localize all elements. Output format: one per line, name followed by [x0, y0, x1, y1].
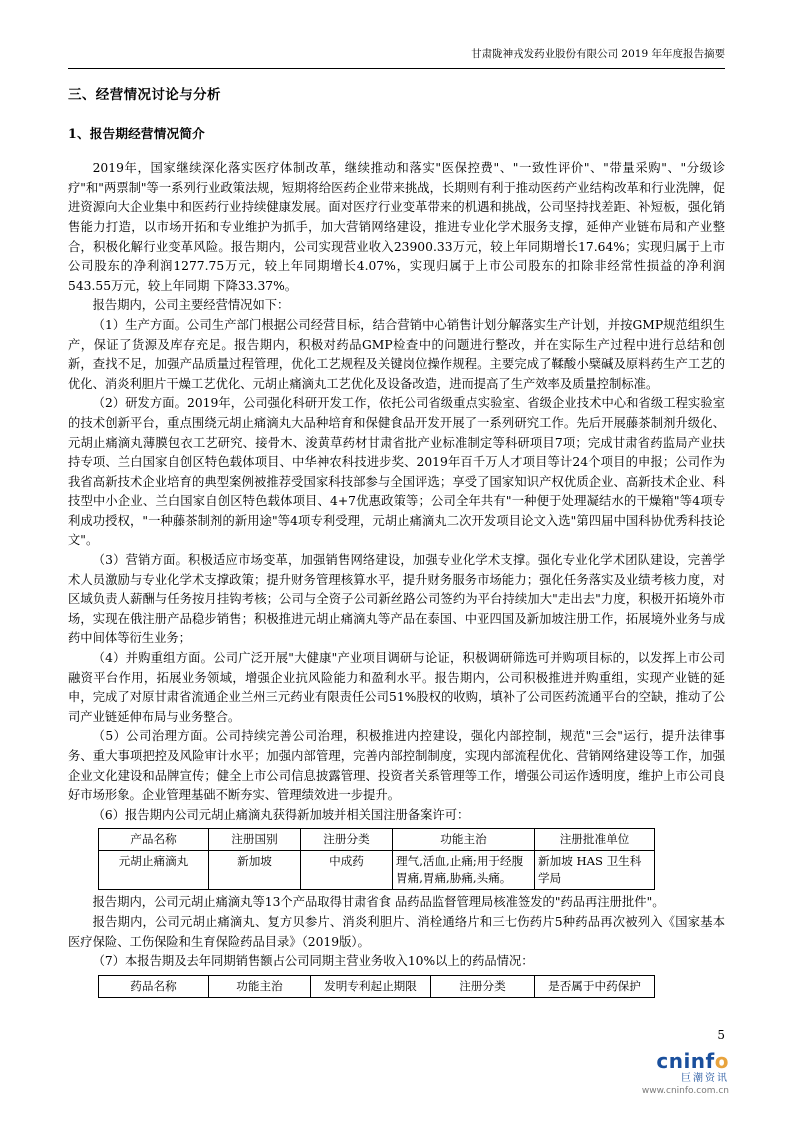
- table-header-cell: 注册国别: [209, 829, 301, 851]
- table-header-cell: 功能主治: [393, 829, 535, 851]
- paragraph: （5）公司治理方面。公司持续完善公司治理，积极推进内控建设，强化内部控制，规范"三会"运行，提升法律事务、重大事项把控及风险审计水平；加强内部管理，完善内部控制制度，实现内部流程优化、营销网络建设等工作，加强企业文化建设和品牌宣传；健全上市公司信息披露管理、投资者关系管理等工作，增强公司运作透明度，维护上市公司良好市场形象。企业管理基础不断夯实、管理绩效进一步提升。: [68, 729, 725, 803]
- registration-table: [98, 828, 655, 890]
- table-cell: 新加坡: [209, 851, 301, 890]
- page-header: 甘肃陇神戎发药业股份有限公司 2019 年年度报告摘要: [471, 48, 725, 60]
- page-number: 5: [717, 1028, 725, 1042]
- paragraph: （4）并购重组方面。公司广泛开展"大健康"产业项目调研与论证，积极调研筛选可并购项目标的，以发挥上市公司融资平台作用，拓展业务领域，增强企业抗风险能力和盈利水平。报告期内，公司积极推进并购重组，实现产业链的延申，完成了对原甘肃省流通企业兰州三元药业有限责任公司51%股权的收购，填补了公司医药流通平台的空缺，推动了公司产业链延伸布局与业务整合。: [68, 651, 725, 724]
- subsection-title: 1、报告期经营情况简介: [68, 125, 205, 141]
- cninfo-wordmark: [642, 1050, 729, 1073]
- table-header-row: [99, 975, 655, 997]
- paragraph: 报告期内，公司主要经营情况如下：: [92, 298, 290, 313]
- table-header-cell: 发明专利起止期限: [311, 975, 431, 997]
- page-content: [68, 86, 725, 1001]
- table-row: [99, 851, 655, 890]
- table-cell: 元胡止痛滴丸: [99, 851, 209, 890]
- paragraph: （7）本报告期及去年同期销售额占公司同期主营业务收入10%以上的药品情况：: [92, 954, 534, 969]
- paragraph: （1）生产方面。公司生产部门根据公司经营目标，结合营销中心销售计划分解落实生产计划，并按GMP规范组织生产，保证了货源及库存充足。报告期内，积极对药品GMP检查中的问题进行整改，并在实际生产过程中进行总结和创新，查找不足，加强产品质量过程管理，优化工艺规程及关键岗位操作规程。主要完成了鞣酸小檗碱及原料药生产工艺的优化、消炎利胆片干燥工艺优化、元胡止痛滴丸工艺优化及设备改造，进而提高了生产效率及质量控制标准。: [68, 317, 725, 391]
- paragraph: 报告期内，公司元胡止痛滴丸等13个产品取得甘肃省食 品药品监督管理局核准签发的"药品再注册批件"。: [92, 895, 665, 910]
- table-cell: 中成药: [301, 851, 393, 890]
- table-header-cell: 是否属于中药保护: [535, 975, 655, 997]
- table-cell: 理气,活血,止痛;用于经腹胃痛,胃痛,胁痛,头痛。: [393, 851, 535, 890]
- footer-logo: [642, 1050, 729, 1096]
- paragraph: 2019年，国家继续深化落实医疗体制改革，继续推动和落实"医保控费"、"一致性评价"、"带量采购"、"分级诊疗"和"两票制"等一系列行业政策法规，短期将给医药企业带来挑战，长期则有利于推动医药产业结构改革和行业洗牌，促进资源向大企业集中和医药行业持续健康发展。面对医疗行业变革带来的机遇和挑战，公司坚持找差距、补短板，强化销售能力打造，以市场开拓和专业维护为抓手，加大营销网络建设，推进专业化学术服务支撑，延伸产业链布局和产业整合，积极化解行业变革风险。报告期内，公司实现营业收入23900.33万元，较上年同期增长17.64%；实现归属于上市公司股东的净利润1277.75万元，较上年同期增长4.07%，实现归属于上市公司股东的扣除非经常性损益的净利润543.55万元，较上年同期 下降33.37%。: [68, 161, 725, 293]
- paragraph: 报告期内，公司元胡止痛滴丸、复方贝参片、消炎利胆片、消栓通络片和三七伤药片5种药品再次被列入《国家基本医疗保险、工伤保险和生育保险药品目录》（2019版）。: [68, 914, 725, 949]
- cninfo-dot: o: [714, 1049, 729, 1074]
- cninfo-url: www.cninfo.com.cn: [641, 1085, 729, 1096]
- paragraph: （2）研发方面。2019年，公司强化科研开发工作，依托公司省级重点实验室、省级企业技术中心和省级工程实验室的技术创新平台，重点围绕元胡止痛滴丸大品种培育和保健食品开发开展了一系列研究工作。先后开展藤茶制剂升级化、元胡止痛滴丸薄膜包衣工艺研究、接骨木、浚黄草药材甘肃省批产业标准制定等科研项目7项；完成甘肃省药监局产业扶持专项、兰白国家自创区特色载体项目、中华神农科技进步奖、2019年百千万人才项目等计24个项目的申报；公司作为我省高新技术企业培育的典型案例被推荐受国家科技部参与全国评选；享受了国家知识产权优质企业、高新技术企业、科技型中小企业、兰白国家自创区特色载体项目、4+7优惠政策等；公司全年共有"一种便于处理凝结水的干燥箱"等4项专利成功授权，"一种藤茶制剂的新用途"等4项专利受理，元胡止痛滴丸二次开发项目论文入选"第四届中国科协优秀科技论文"。: [68, 396, 725, 548]
- table-header-cell: 注册分类: [301, 829, 393, 851]
- table-header-cell: 功能主治: [209, 975, 311, 997]
- table-header-row: [99, 829, 655, 851]
- table-header-cell: 药品名称: [99, 975, 209, 997]
- section-title: 三、经营情况讨论与分析: [68, 87, 221, 103]
- drug-sales-table: [98, 975, 655, 998]
- paragraph: （6）报告期内公司元胡止痛滴丸获得新加坡并相关国注册备案许可：: [92, 807, 470, 822]
- table-header-cell: 注册分类: [431, 975, 535, 997]
- table-header-cell: 产品名称: [99, 829, 209, 851]
- table-header-cell: 注册批准单位: [535, 829, 655, 851]
- table-cell: 新加坡 HAS 卫生科学局: [535, 851, 655, 890]
- cninfo-text: cninf: [656, 1049, 715, 1074]
- cninfo-chinese-name: 巨潮资讯: [681, 1073, 729, 1085]
- header-divider: [68, 68, 725, 69]
- paragraph: （3）营销方面。积极适应市场变革，加强销售网络建设，加强专业化学术支撑。强化专业化学术团队建设，完善学术人员激励与专业化学术支撑政策；提升财务管理核算水平，提升财务服务市场能力；强化任务落实及业绩考核力度，对区域负责人薪酬与任务按月挂钩考核；公司与全资子公司新丝路公司签约为平台持续加大"走出去"力度，积极开拓境外市场，实现在俄注册产品稳步销售；积极推进元胡止痛滴丸等产品在泰国、中亚四国及新加坡注册工作，拓展境外业务与成药中间体等衍生业务；: [68, 553, 725, 646]
